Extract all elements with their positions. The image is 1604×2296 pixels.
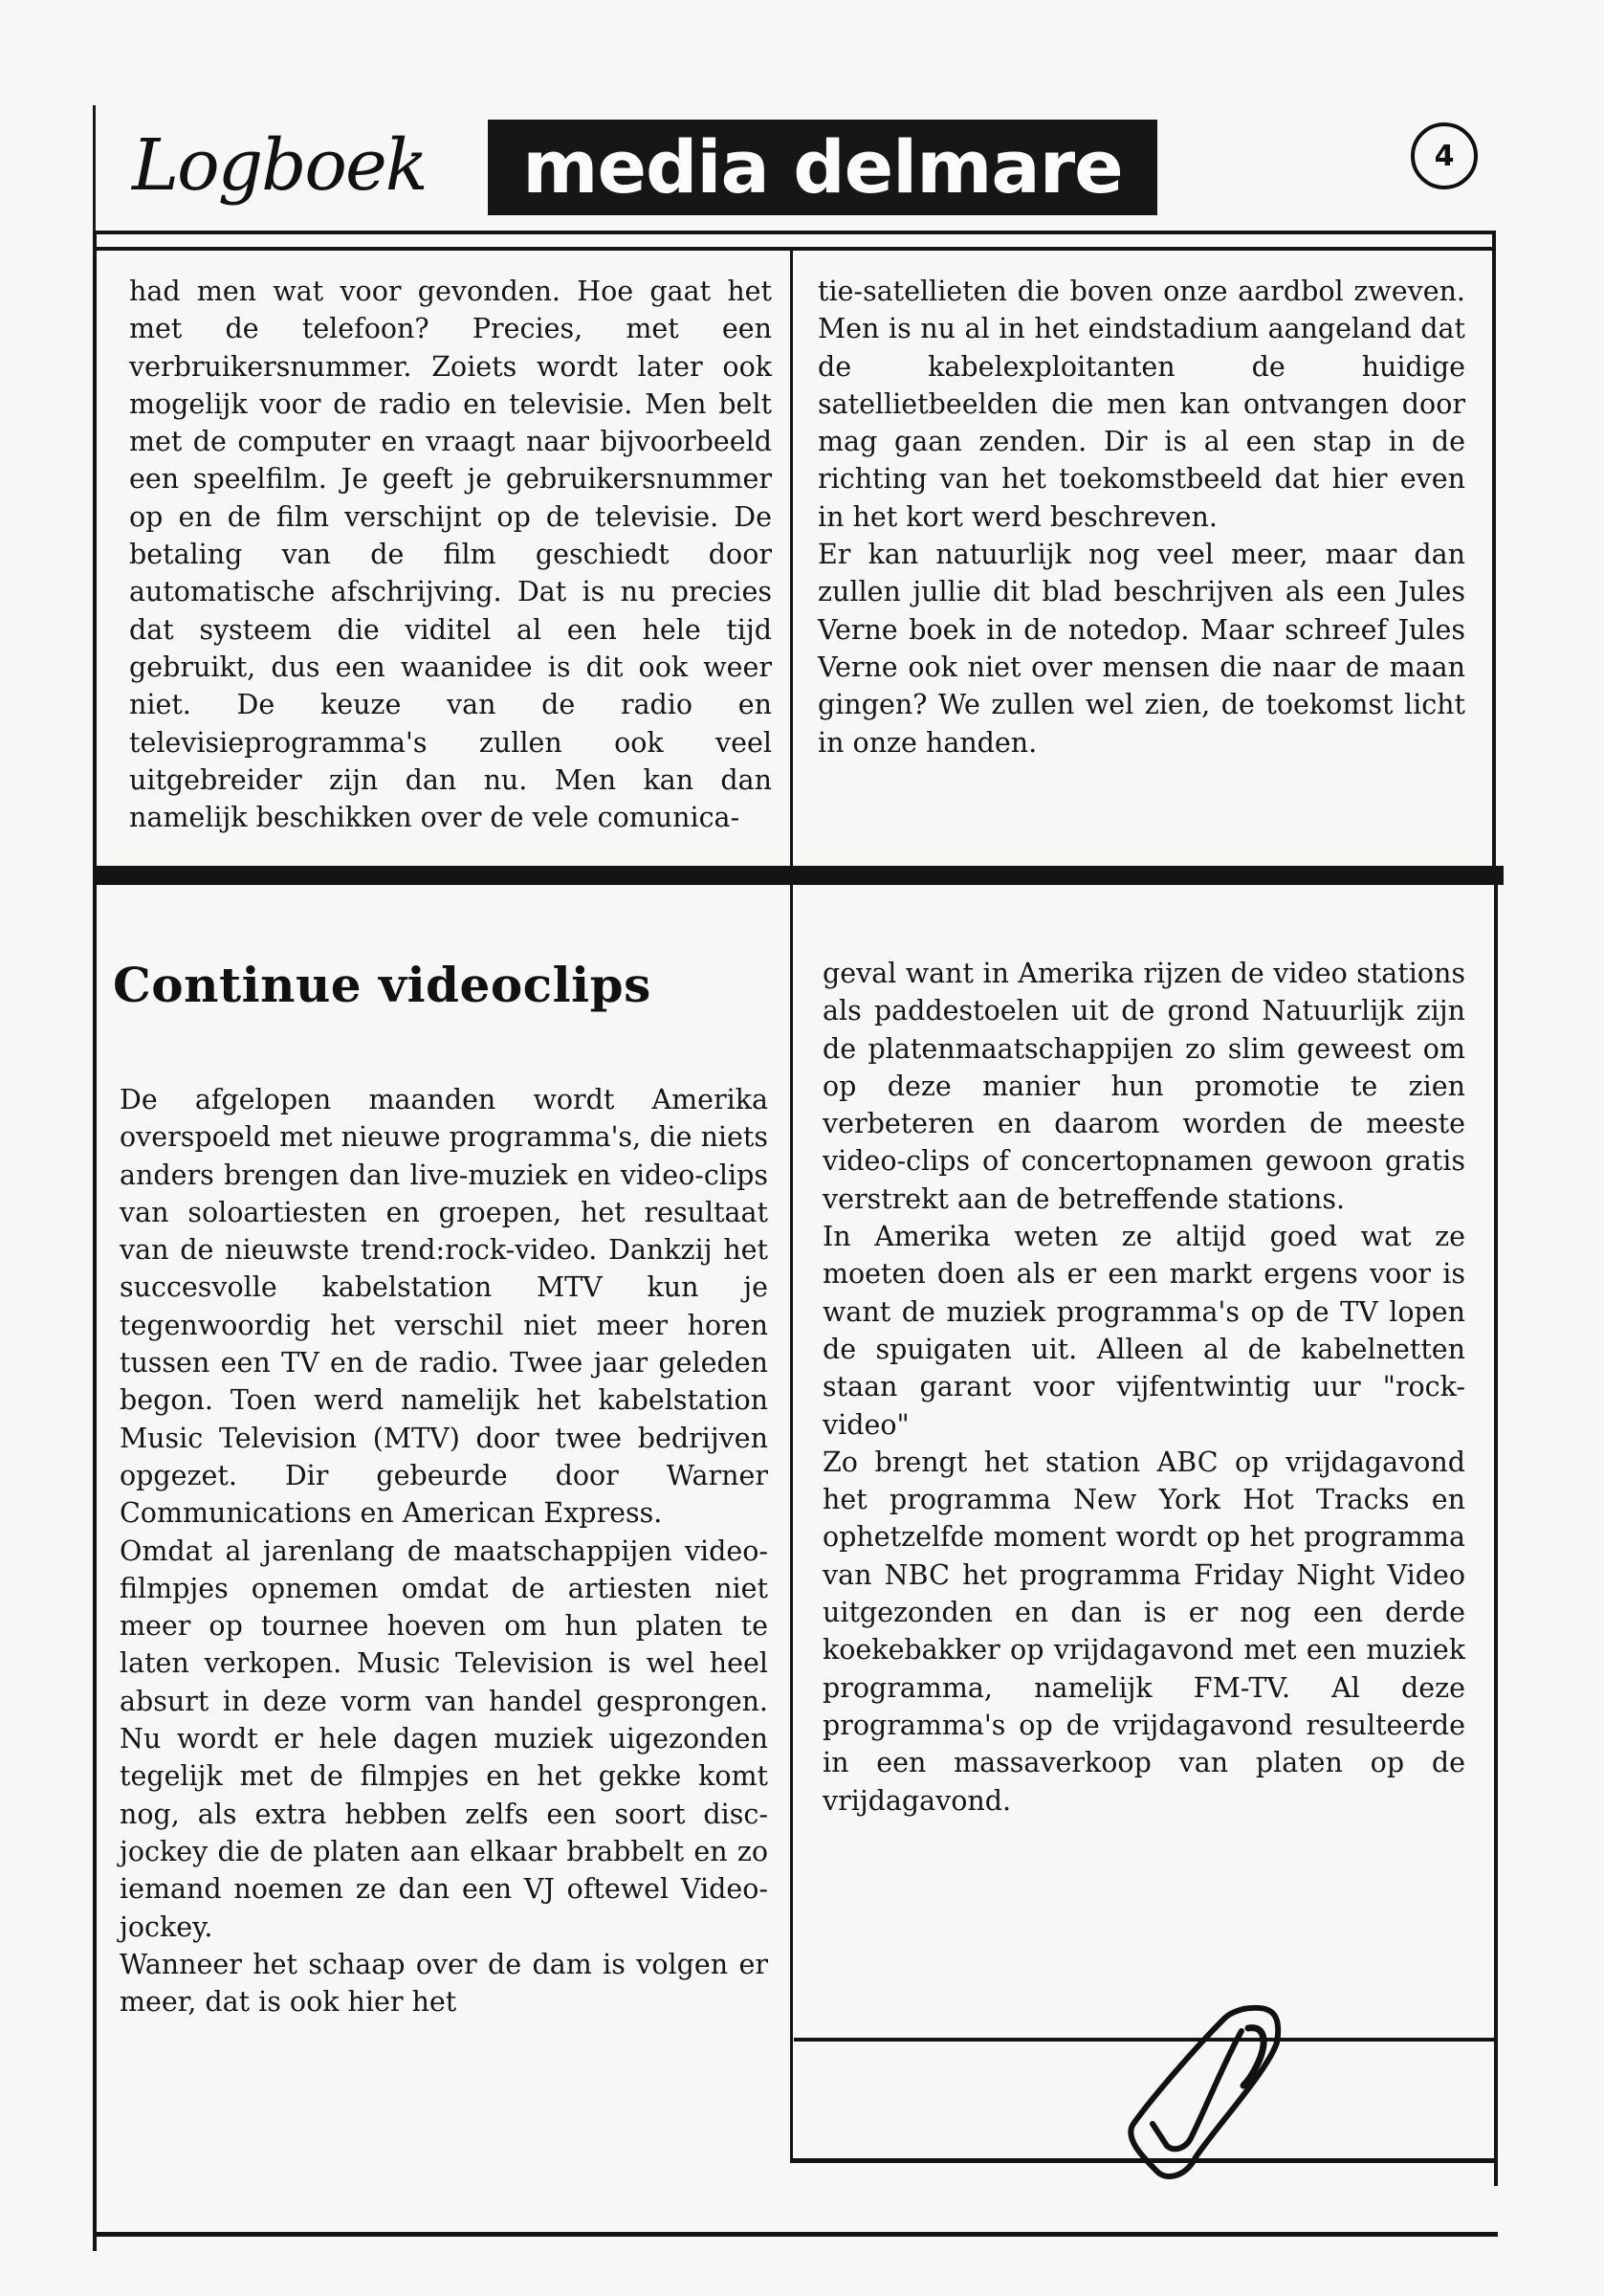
- bottom-article-left-column: [120, 1081, 768, 2020]
- page-header: [96, 105, 1502, 230]
- brand-logo: media delmare: [488, 120, 1157, 215]
- frame-left: [93, 231, 97, 2251]
- paragraph: had men wat voor gevonden. Hoe gaat het met de telefoon? Precies, met een verbruikersnummer. Zoiets wordt later ook mogelijk voor de radio en televisie. Men belt met de computer en vraagt naar bijvoorbeeld een speelfilm. Je geeft je gebruikersnummer op en de film verschijnt op de televisie. De betaling van de film geschiedt door automatische afschrijving. Dat is nu precies dat systeem die viditel al een hele tijd gebruikt, dus een waanidee is dit ook weer niet. De keuze van de radio en televisieprogramma's zullen ook veel uitgebreider zijn dan nu. Men kan dan namelijk beschikken over de vele comunica-: [129, 276, 772, 834]
- paragraph: Omdat al jarenlang de maatschappijen video-filmpjes opnemen omdat de artiesten niet meer op tournee hoeven om hun platen te laten verkopen. Music Television is wel heel absurt in deze vorm van handel gesprongen. Nu wordt er hele dagen muziek uigezonden tegelijk met de filmpjes en het gekke komt nog, als extra hebben zelfs een soort disc-jockey die de platen aan elkaar brabbelt en zo iemand noemen ze dan een VJ oftewel Video-jockey.: [120, 1534, 768, 1943]
- paperclip-icon: [1110, 2004, 1301, 2190]
- frame-bottom: [93, 2232, 1498, 2237]
- logbook-label: Logboek: [132, 124, 427, 207]
- paragraph: Wanneer het schaap over de dam is volgen er meer, dat is ook hier het: [120, 1948, 768, 2019]
- paragraph: geval want in Amerika rijzen de video stations als paddestoelen uit de grond Natuurlijk zijn de platenmaatschappijen zo slim geweest om op deze manier hun promotie te zien verbeteren en daarom worden de meeste video-clips of concertopnamen gewoon gratis verstrekt aan de betreffende stations.: [823, 958, 1465, 1215]
- paragraph: De afgelopen maanden wordt Amerika overspoeld met nieuwe programma's, die niets anders brengen dan live-muziek en video-clips van soloartiesten en groepen, het resultaat van de nieuwste trend:rock-video. Dankzij het succesvolle kabelstation MTV kun je tegenwoordig het verschil niet meer horen tussen een TV en de radio. Twee jaar geleden begon. Toen werd namelijk het kabelstation Music Television (MTV) door twee bedrijven opgezet. Dir gebeurde door Warner Communications en American Express.: [120, 1084, 768, 1530]
- frame-right-top: [1492, 231, 1496, 872]
- paragraph: In Amerika weten ze altijd goed wat ze moeten doen als er een markt ergens voor is want de muziek programma's op de TV lopen de spuigaten uit. Alleen al de kabelnetten staan garant voor vijfentwintig uur "rock-video": [823, 1221, 1465, 1441]
- page-number-badge: 4: [1411, 122, 1478, 189]
- column-divider-top: [790, 251, 793, 872]
- paragraph: tie-satellieten die boven onze aardbol zweven. Men is nu al in het eindstadium aangeland dat de kabelexploitanten de huidige satellietbeelden die men kan ontvangen door mag gaan zenden. Dir is al een stap in de richting van het toekomstbeeld dat hier even in het kort werd beschreven.: [818, 276, 1465, 533]
- top-article-right-column: [818, 273, 1465, 762]
- header-rule-bottom: [93, 247, 1494, 251]
- paragraph: Zo brengt het station ABC op vrijdagavond het programma New York Hot Tracks en ophetzelfde moment wordt op het programma van NBC het programma Friday Night Video uitgezonden en dan is er nog een derde koekebakker op vrijdagavond met een muziek programma, namelijk FM-TV. Al deze programma's op de vrijdagavond resulteerde in een massaverkoop van platen op de vrijdagavond.: [823, 1446, 1465, 1817]
- bottom-article-right-column: [823, 955, 1465, 1820]
- box-right-bottom: [1494, 885, 1498, 2186]
- section-divider-thick: [93, 866, 1504, 885]
- column-divider-bottom: [790, 885, 793, 2162]
- header-rule-top: [93, 231, 1494, 234]
- paragraph: Er kan natuurlijk nog veel meer, maar dan zullen jullie dit blad beschrijven als een Jules Verne boek in de notedop. Maar schreef Jules Verne ook niet over mensen die naar de maan gingen? We zullen wel zien, de toekomst licht in onze handen.: [818, 539, 1465, 759]
- article-headline: Continue videoclips: [113, 957, 651, 1013]
- top-article-left-column: [129, 273, 772, 836]
